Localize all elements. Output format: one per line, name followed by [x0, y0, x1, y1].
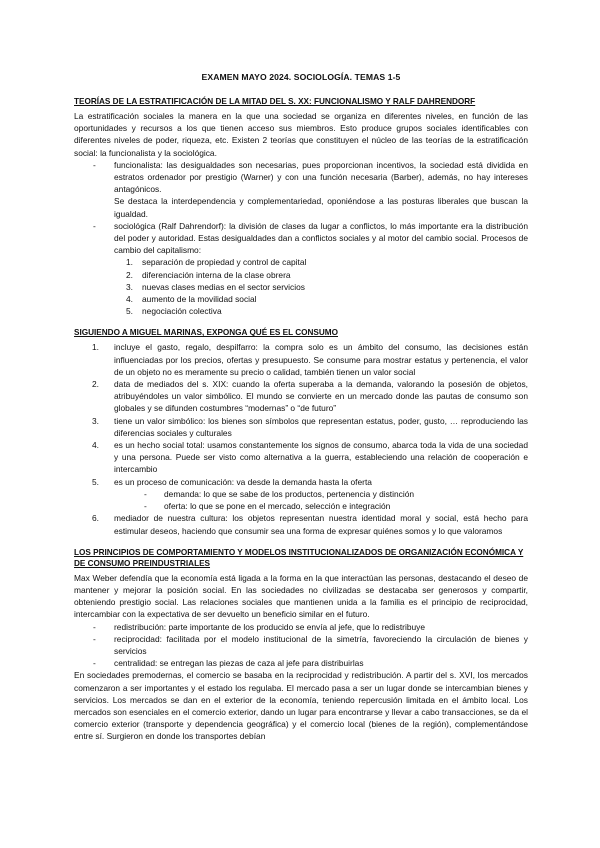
section-closing: En sociedades premodernas, el comercio se basaba en la reciprocidad y redistribución. A partir del s. XVI, los mercados comenzaron a ser importantes y el estado los regulaba. El mercado pasa a ser un lugar donde se intercambian bienes y servicios. Los mercados se dan en el exterior de la economía, teniendo repercusión limitada en el ámbito local. Los mercados son esenciales en el comercio exterior, dando un lugar para encontrarse y llevar a cabo transacciones, se da el comercio exterior (transporte y dependencia geográfica) y el comercio local (bienes de la región), complementándose entre sí. Surgieron en donde los transportes debían — [74, 670, 528, 742]
list-item — [114, 220, 528, 318]
capitalism-changes-list — [114, 256, 528, 317]
theory-sociological: sociológica (Ralf Dahrendorf): la división de clases da lugar a conflictos, lo más importante era la distribución del poder y autoridad. Estas desigualdades dan a conflictos sociales y al motor del cambio social. Procesos de cambio del capitalismo: — [114, 220, 528, 256]
list-item: - centralidad: se entregan las piezas de caza al jefe para distribuirlas — [114, 657, 528, 669]
section-preindustrial — [74, 547, 528, 743]
theory-functionalist-note: Se destaca la interdependencia y complementariedad, oponiéndose a las posturas liberales que buscan la igualdad. — [114, 196, 528, 219]
section-heading: SIGUIENDO A MIGUEL MARINAS, EXPONGA QUÉ ES EL CONSUMO — [74, 328, 338, 338]
list-item: 1. separación de propiedad y control de capital — [126, 257, 307, 268]
principles-list — [74, 621, 528, 670]
section-consumption — [74, 327, 528, 536]
section-intro: Max Weber defendía que la economía está ligada a la forma en la que interactúan las personas, destacando el deseo de mantener y mejorar la posición social. En las sociedades no civilizadas se destacaba ser generosos y compartir, obteniendo prestigio social. Las relaciones sociales que mantienen unida a la familia es el principio de reciprocidad, intercambiar con la expectativa de ser devuelto un beneficio similar en el futuro. — [74, 572, 528, 620]
list-item: - redistribución: parte importante de los producido se envía al jefe, que lo redistribuye — [114, 621, 528, 633]
section-heading: TEORÍAS DE LA ESTRATIFICACIÓN DE LA MITAD DEL S. XX: FUNCIONALISMO Y RALF DAHRENDORF — [74, 97, 476, 106]
communication-sublist — [114, 488, 528, 512]
list-item: 1. incluye el gasto, regalo, despilfarro: la compra solo es un ámbito del consumo, las decisiones están influenciadas por los precios, ofertas y presupuesto. Se consume para mostrar estatus y pertenencia, el valor de un objeto no es meramente su precio o calidad, también tienen un valor social — [92, 342, 528, 377]
list-item: 3. tiene un valor simbólico: los bienes son símbolos que representan estatus, poder, gusto, … reproduciendo las diferencias sociales y culturales — [92, 415, 528, 438]
list-item: 2. diferenciación interna de la clase obrera — [126, 269, 291, 280]
list-item: 2. data de mediados del s. XIX: cuando la oferta superaba a la demanda, valorando la posesión de objetos, atribuyéndoles un valor simbólico. El mundo se convierte en un mercado donde las pautas de consumo son globales y se difunden costumbres “modernas” o “de futuro” — [92, 379, 528, 414]
document-title: EXAMEN MAYO 2024. SOCIOLOGÍA. TEMAS 1-5 — [201, 72, 401, 82]
list-item: 4. aumento de la movilidad social — [126, 294, 257, 305]
theory-list — [74, 159, 528, 318]
list-item: 5. negociación colectiva — [126, 306, 222, 317]
list-item: - demanda: lo que se sabe de los productos, pertenencia y distinción — [164, 488, 528, 500]
list-item — [114, 159, 528, 220]
list-item: 6. mediador de nuestra cultura: los objetos representan nuestra identidad moral y social, está hecho para estimular deseos, haciendo que consumir sea una forma de expresar quiénes somos y lo que valoramos — [92, 513, 528, 536]
list-item: - oferta: lo que se pone en el mercado, selección e integración — [164, 500, 528, 512]
section-heading: LOS PRINCIPIOS DE COMPORTAMIENTO Y MODELOS INSTITUCIONALIZADOS DE ORGANIZACIÓN ECONÓMICA Y DE CONSUMO PREINDUSTRIALES — [74, 547, 524, 568]
list-item: 3. nuevas clases medias en el sector servicios — [126, 281, 305, 292]
list-item: - reciprocidad: facilitada por el modelo institucional de la simetría, favoreciendo la circulación de bienes y servicios — [114, 633, 528, 657]
list-item: 4. es un hecho social total: usamos constantemente los signos de consumo, abarca toda la vida de una sociedad y una persona. Puede ser visto como alternativa a la guerra, estableciendo una relación de cooperación e intercambio — [92, 440, 528, 475]
theory-functionalist: funcionalista: las desigualdades son necesarias, pues proporcionan incentivos, la sociedad está dividida en estratos ordenador por prestigio (Warner) y con una función necesaria (Barber), además, no hay intereses antagónicos. — [114, 159, 528, 195]
section-stratification — [74, 96, 528, 317]
section-intro: La estratificación sociales la manera en la que una sociedad se organiza en diferentes niveles, en función de las oportunidades y recursos a los que tienen acceso sus miembros. Esto produce grupos sociales identificables con diferentes niveles de poder, riqueza, etc. Existen 2 teorías que constituyen el núcleo de las teorías de la estratificación social: la funcionalista y la sociológica. — [74, 111, 528, 158]
consumption-list — [74, 341, 528, 536]
list-item: 5. es un proceso de comunicación: va desde la demanda hasta la oferta - demanda: lo que se sabe de los productos, pertenencia y distinción - oferta: lo que se pone en el mercado, selección e integración — [114, 476, 528, 513]
